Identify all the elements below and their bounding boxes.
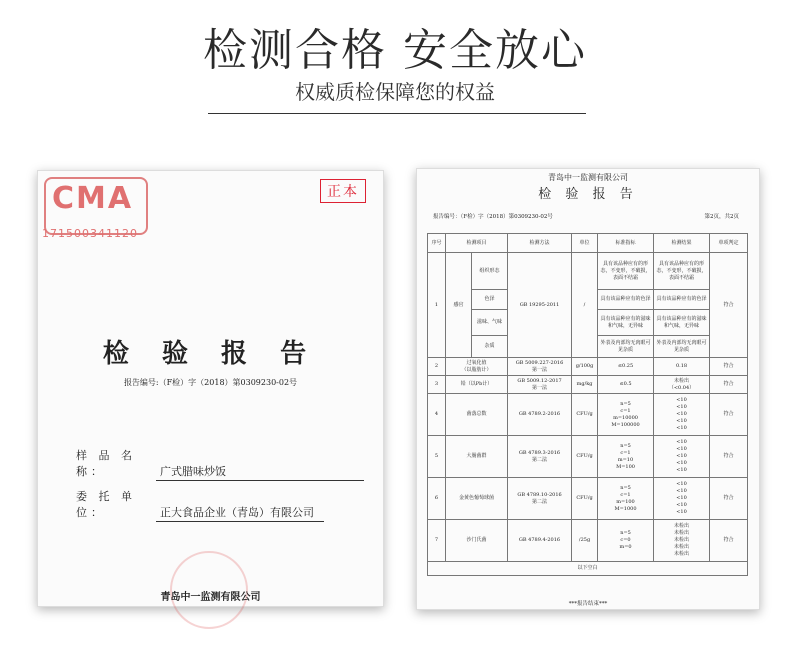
header-title: 检测合格 安全放心: [203, 25, 587, 76]
table-row: [428, 520, 748, 562]
table-row: [428, 394, 748, 436]
cell: 大肠菌群: [446, 436, 508, 478]
blank-note: 以下空白: [428, 562, 748, 576]
cell: GB 4789.10-2016 第二法: [508, 478, 572, 520]
table-row: [428, 478, 748, 520]
cell: n=5 c=1 m=10 M=100: [598, 436, 654, 478]
cell: <10 <10 <10 <10 <10: [654, 436, 710, 478]
table-row: [428, 562, 748, 576]
cell: <10 <10 <10 <10 <10: [654, 394, 710, 436]
cell: ≤0.5: [598, 376, 654, 394]
header-cell: 序号: [428, 234, 446, 253]
results-company: 青岛中一监测有限公司: [548, 173, 628, 182]
cell: GB 4789.3-2016 第二法: [508, 436, 572, 478]
cell: 符合: [710, 376, 748, 394]
cell: 具有该品种应有的形态，不变形，不破损，表面不结霜: [598, 253, 654, 290]
cell: GB 4789.2-2016: [508, 394, 572, 436]
cell: 具有该品种应有的色泽: [654, 290, 710, 310]
results-title: 检 验 报 告: [538, 187, 638, 202]
cell: n=5 c=1 m=10000 M=100000: [598, 394, 654, 436]
cell: 7: [428, 520, 446, 562]
cell: 符合: [710, 394, 748, 436]
cover-report-number: 报告编号:（F检）字（2018）第0309230-02号: [123, 378, 298, 387]
cell: 外表及内部均无肉眼可见杂质: [598, 336, 654, 358]
table-header-row: [428, 234, 748, 253]
cell: 外表及内部均无肉眼可见杂质: [654, 336, 710, 358]
results-report-number: 报告编号：（F检）字（2018）第0309230-02号: [433, 214, 553, 220]
cell: 色泽: [472, 290, 508, 310]
original-seal: 正本: [320, 179, 366, 203]
end-note: ***报告结束***: [568, 601, 608, 607]
cell: 具有该品种应有的滋味和气味，无异味: [654, 310, 710, 336]
cell: 具有该品种应有的滋味和气味，无异味: [598, 310, 654, 336]
cell: 符合: [710, 253, 748, 358]
cell: 5: [428, 436, 446, 478]
cell: 2: [428, 358, 446, 376]
cell: <10 <10 <10 <10 <10: [654, 478, 710, 520]
header-cell: 单项判定: [710, 234, 748, 253]
header-rule: [208, 113, 586, 114]
table-row: [428, 358, 748, 376]
cell: 感官: [446, 253, 472, 358]
cell: 3: [428, 376, 446, 394]
cell: 符合: [710, 436, 748, 478]
issuer-name: 青岛中一监测有限公司: [160, 592, 261, 603]
cell: g/100g: [572, 358, 598, 376]
client-field: [76, 488, 324, 522]
sample-name-value: 广式腊味炒饭: [156, 463, 364, 481]
cma-logo: [42, 177, 148, 240]
cell: 1: [428, 253, 446, 358]
cell: 组织形态: [472, 253, 508, 290]
cover-title: 检 验 报 告: [102, 339, 319, 369]
cell: 0.18: [654, 358, 710, 376]
cell: GB 5009.227-2016 第一法: [508, 358, 572, 376]
client-label: 委 托 单 位：: [76, 490, 136, 519]
cell: 6: [428, 478, 446, 520]
cell: 符合: [710, 478, 748, 520]
header-cell: 检测项目: [446, 234, 508, 253]
client-value: 正大食品企业（青岛）有限公司: [156, 504, 324, 522]
cell: mg/kg: [572, 376, 598, 394]
cell: CFU/g: [572, 436, 598, 478]
results-page-number: 第2页，共2页: [704, 214, 739, 220]
header-cell: 检测结果: [654, 234, 710, 253]
cell: 符合: [710, 358, 748, 376]
cell: GB 4789.4-2016: [508, 520, 572, 562]
table-row: [428, 436, 748, 478]
cell: 未检出 未检出 未检出 未检出 未检出: [654, 520, 710, 562]
cell: /25g: [572, 520, 598, 562]
cell: 铅（以Pb计）: [446, 376, 508, 394]
header-cell: 标准指标: [598, 234, 654, 253]
cell: 4: [428, 394, 446, 436]
cma-number: 171500341120: [42, 227, 138, 240]
cell: 滋味、气味: [472, 310, 508, 336]
table-row: [428, 376, 748, 394]
header-cell: 单位: [572, 234, 598, 253]
cell: GB 19295-2011: [508, 253, 572, 358]
cell: 金黄色葡萄球菌: [446, 478, 508, 520]
report-results-document: [416, 168, 760, 610]
table-row: [428, 253, 748, 290]
cell: GB 5009.12-2017 第一法: [508, 376, 572, 394]
cell: CFU/g: [572, 478, 598, 520]
cell: /: [572, 253, 598, 358]
cell: 杂质: [472, 336, 508, 358]
cell: 菌落总数: [446, 394, 508, 436]
cell: 符合: [710, 520, 748, 562]
cell: 具有该品种应有的色泽: [598, 290, 654, 310]
results-table: [427, 233, 748, 576]
cell: CFU/g: [572, 394, 598, 436]
cell: 具有该品种应有的形态，不变形，不破损，表面不结霜: [654, 253, 710, 290]
report-cover-document: [37, 170, 384, 607]
cell: 沙门氏菌: [446, 520, 508, 562]
header-subtitle: 权威质检保障您的权益: [295, 80, 495, 104]
header-cell: 检测方法: [508, 234, 572, 253]
cell: n=5 c=0 m=0: [598, 520, 654, 562]
cma-letters: CMA: [52, 181, 134, 216]
cell: n=5 c=1 m=100 M=1000: [598, 478, 654, 520]
cell: 未检出 （<0.04）: [654, 376, 710, 394]
sample-name-field: [76, 447, 364, 481]
sample-name-label: 样 品 名 称：: [76, 449, 136, 478]
cell: ≤0.25: [598, 358, 654, 376]
cell: 过氧化值 （以脂肪计）: [446, 358, 508, 376]
